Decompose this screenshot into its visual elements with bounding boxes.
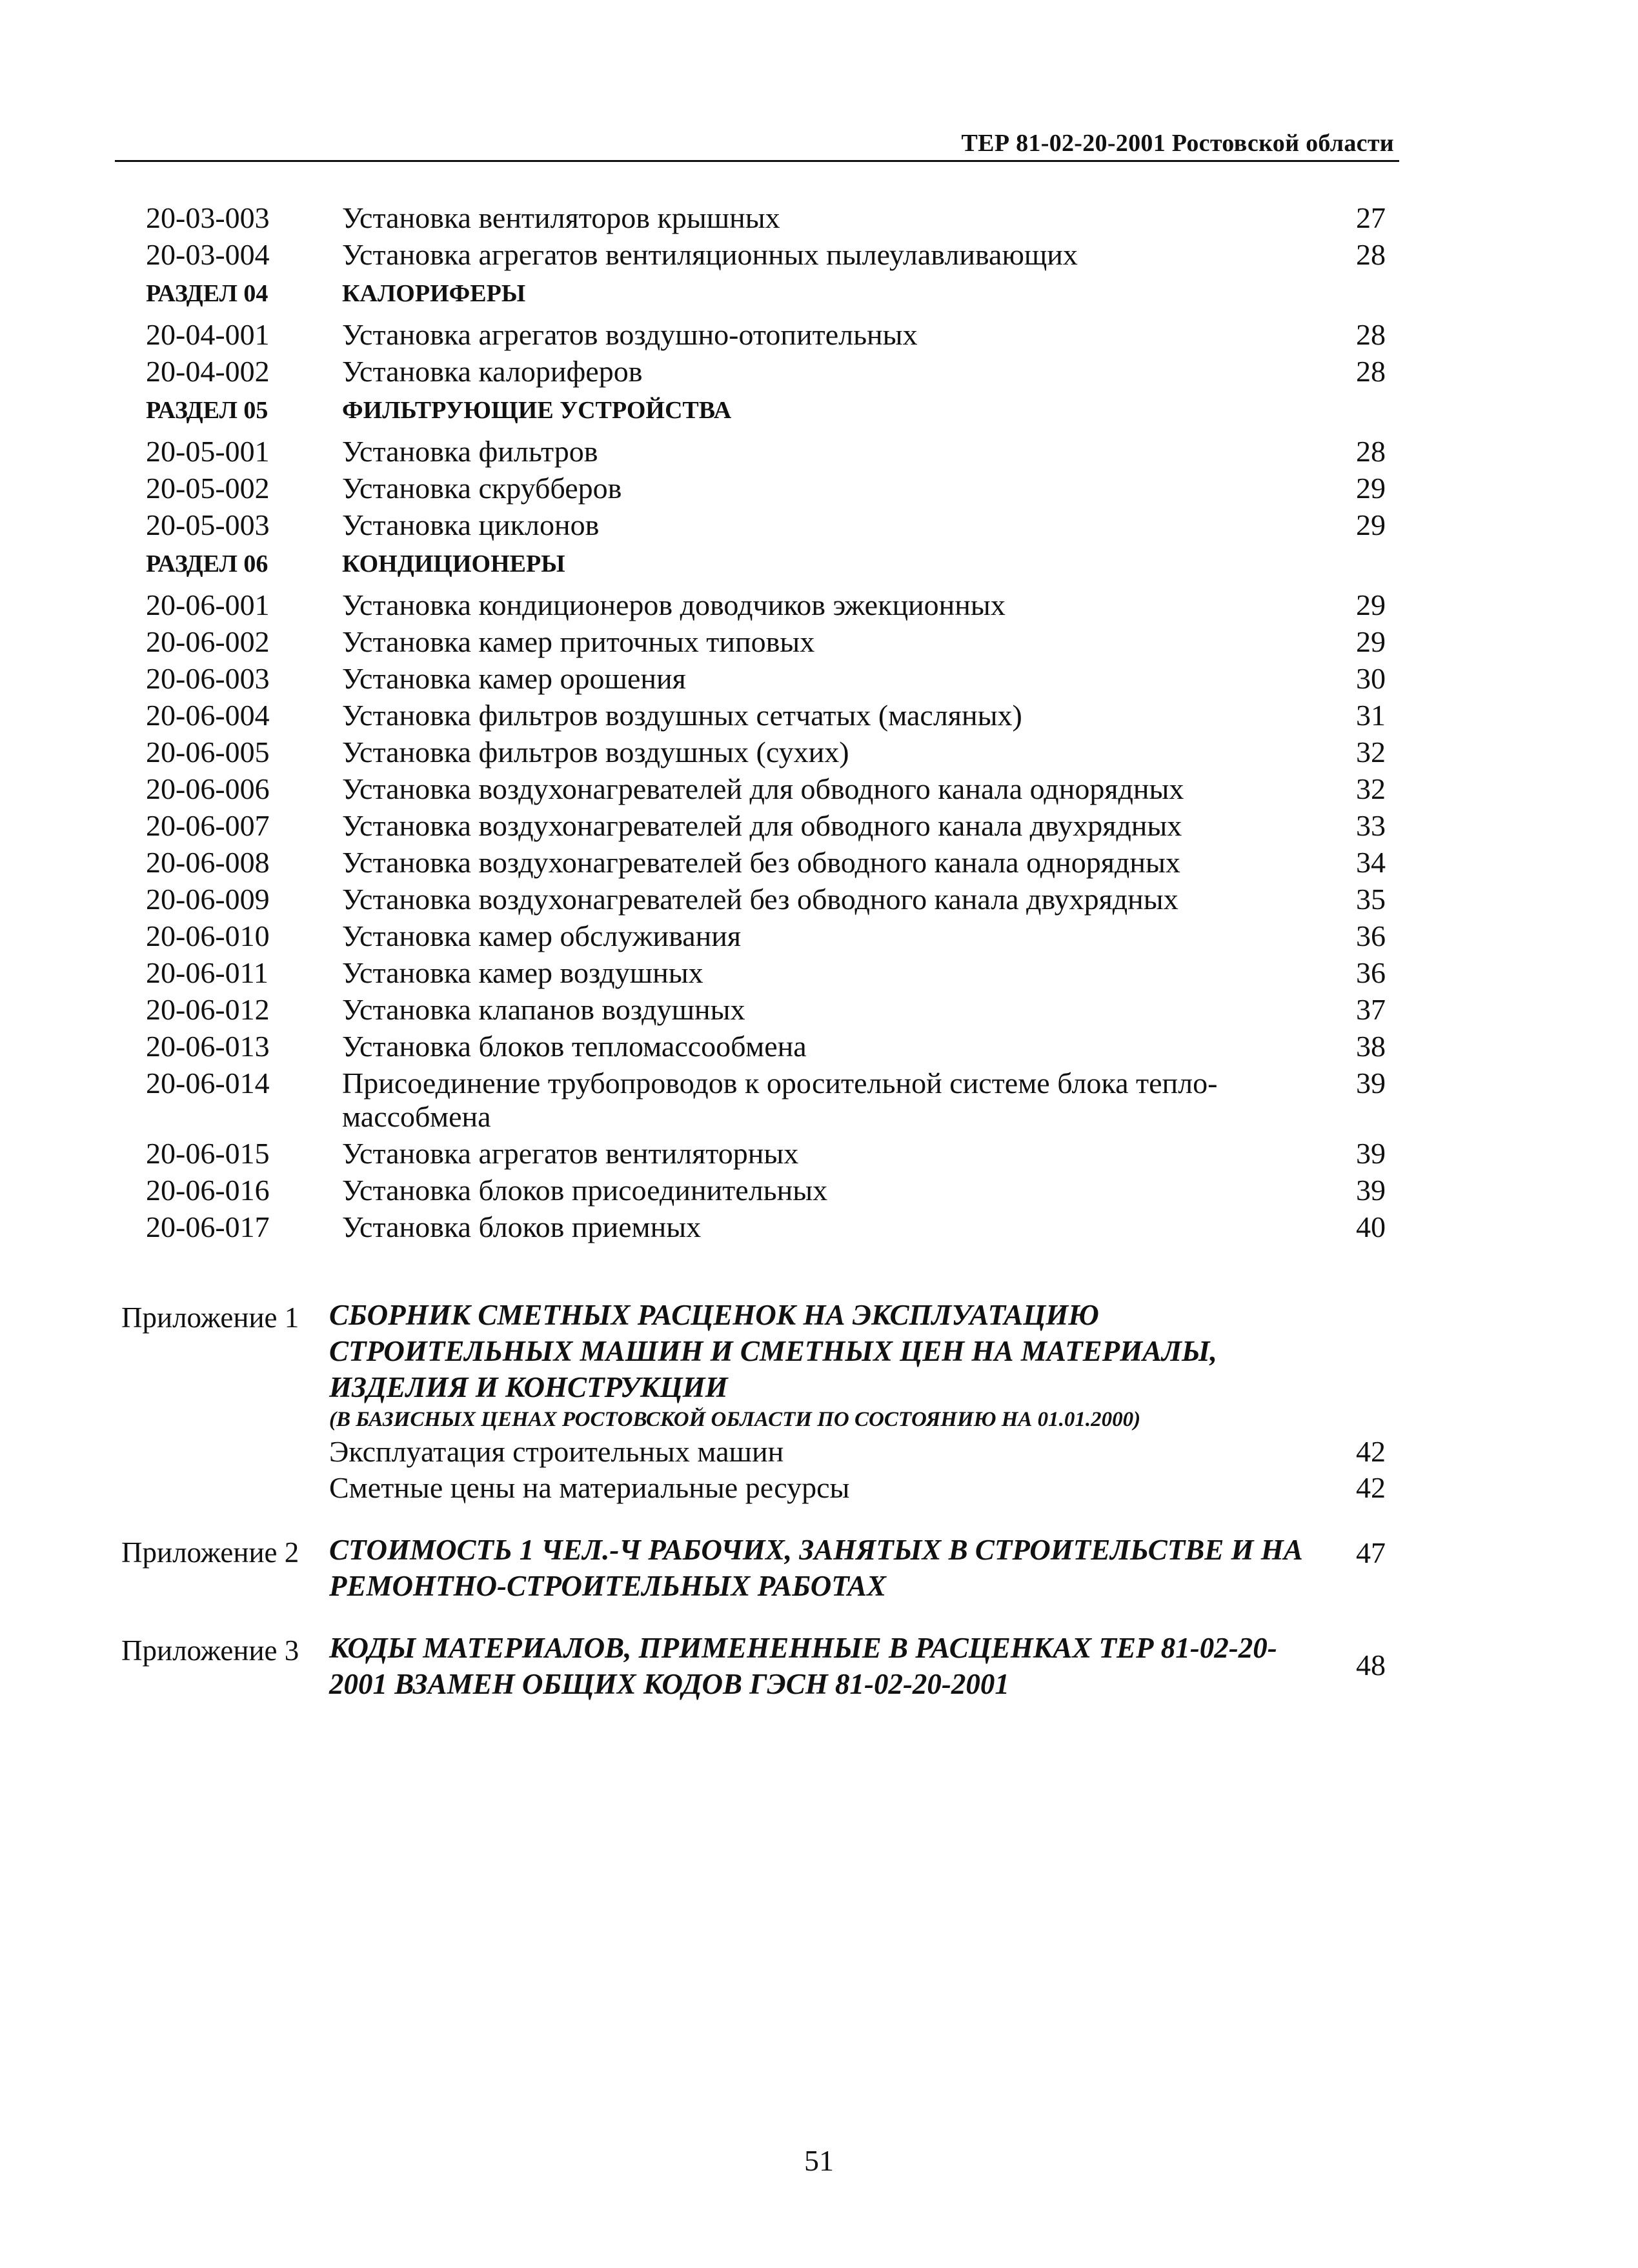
- entry-page: 37: [1356, 993, 1386, 1026]
- toc-entry: [0, 736, 1638, 769]
- entry-code: 20-06-003: [146, 662, 270, 695]
- toc-entry: [0, 238, 1638, 272]
- entry-title: Установка камер орошения: [342, 662, 686, 695]
- entry-page: 29: [1356, 508, 1386, 541]
- toc-entry: [0, 1174, 1638, 1207]
- appendix-line-page: 42: [1356, 1435, 1386, 1468]
- entry-code: 20-06-013: [146, 1030, 270, 1063]
- entry-page: 32: [1356, 772, 1386, 805]
- entry-code: 20-06-014: [146, 1067, 270, 1099]
- entry-title: Установка воздухонагревателей без обводного канала однорядных: [342, 846, 1180, 879]
- toc-entry: [0, 993, 1638, 1027]
- appendix-page: 48: [1356, 1649, 1386, 1681]
- entry-page: 28: [1356, 435, 1386, 468]
- section-code: РАЗДЕЛ 04: [146, 280, 268, 307]
- toc-entry: [0, 809, 1638, 843]
- entry-code: 20-04-002: [146, 355, 270, 388]
- entry-code: 20-05-001: [146, 435, 270, 468]
- entry-code: 20-03-004: [146, 238, 270, 271]
- section-title: ФИЛЬТРУЮЩИЕ УСТРОЙСТВА: [342, 397, 732, 424]
- entry-code: 20-06-010: [146, 919, 270, 952]
- entry-code: 20-06-012: [146, 993, 270, 1026]
- toc-entry: [0, 1067, 1638, 1134]
- entry-page: 40: [1356, 1210, 1386, 1243]
- toc-entry: [0, 472, 1638, 505]
- toc-entry: [0, 435, 1638, 468]
- entry-code: 20-06-008: [146, 846, 270, 879]
- toc-entry: [0, 699, 1638, 732]
- entry-code: 20-06-015: [146, 1137, 270, 1170]
- appendix-line: [329, 1470, 1386, 1506]
- entry-page: 33: [1356, 809, 1386, 842]
- entry-page: 28: [1356, 355, 1386, 388]
- entry-title: Установка фильтров воздушных (сухих): [342, 736, 849, 768]
- page-header: [115, 121, 1399, 162]
- appendix-body: [329, 1532, 1310, 1604]
- entry-code: 20-06-001: [146, 588, 270, 621]
- appendix-line-text: Сметные цены на материальные ресурсы: [329, 1471, 850, 1504]
- appendix-line: [329, 1434, 1386, 1470]
- entry-code: 20-05-002: [146, 472, 270, 505]
- entry-title: Установка фильтров воздушных сетчатых (масляных): [342, 699, 1022, 732]
- appendices-list: [0, 1297, 1638, 1728]
- entry-code: 20-03-003: [146, 201, 270, 234]
- appendix-body: [329, 1630, 1310, 1702]
- section-heading: [0, 394, 1638, 427]
- entry-page: 32: [1356, 736, 1386, 768]
- toc-entry: [0, 1137, 1638, 1170]
- section-code: РАЗДЕЛ 05: [146, 397, 268, 424]
- toc-entry: [0, 355, 1638, 388]
- entry-title: Установка агрегатов воздушно-отопительных: [342, 318, 918, 351]
- entry-page: 39: [1356, 1067, 1386, 1099]
- entry-page: 28: [1356, 318, 1386, 351]
- section-title: КОНДИЦИОНЕРЫ: [342, 550, 565, 577]
- entry-page: 35: [1356, 883, 1386, 916]
- toc-entry: [0, 588, 1638, 622]
- toc-entry: [0, 318, 1638, 352]
- appendix-label: Приложение 3: [121, 1634, 299, 1667]
- appendix-block: [0, 1630, 1638, 1702]
- entry-code: 20-06-011: [146, 956, 268, 989]
- entry-page: 39: [1356, 1137, 1386, 1170]
- entry-page: 29: [1356, 472, 1386, 505]
- appendix-block: [0, 1532, 1638, 1604]
- toc-entry: [0, 919, 1638, 953]
- entry-title: Установка скрубберов: [342, 472, 622, 505]
- toc-entry: [0, 846, 1638, 879]
- toc-entry: [0, 883, 1638, 916]
- entry-code: 20-06-016: [146, 1174, 270, 1207]
- appendix-page: 47: [1356, 1536, 1386, 1569]
- entry-title: Присоединение трубопроводов к оросительной системе блока тепло-массобмена: [342, 1067, 1218, 1133]
- section-heading: [0, 547, 1638, 581]
- entry-code: 20-06-004: [146, 699, 270, 732]
- entry-code: 20-05-003: [146, 508, 270, 541]
- section-heading: [0, 277, 1638, 310]
- entry-title: Установка калориферов: [342, 355, 643, 388]
- toc-entry: [0, 508, 1638, 542]
- appendix-line-page: 42: [1356, 1471, 1386, 1504]
- toc-entry: [0, 1030, 1638, 1063]
- toc-entry: [0, 1210, 1638, 1244]
- entry-page: 36: [1356, 956, 1386, 989]
- entry-code: 20-06-005: [146, 736, 270, 768]
- toc-entry: [0, 201, 1638, 235]
- entry-page: 39: [1356, 1174, 1386, 1207]
- entry-code: 20-06-006: [146, 772, 270, 805]
- entry-title: Установка блоков присоединительных: [342, 1174, 828, 1207]
- toc-entry: [0, 772, 1638, 806]
- entry-page: 38: [1356, 1030, 1386, 1063]
- entry-page: 30: [1356, 662, 1386, 695]
- entry-title: Установка фильтров: [342, 435, 598, 468]
- table-of-contents: [0, 201, 1638, 1247]
- page-number: 51: [804, 2144, 834, 2177]
- appendix-title: СБОРНИК СМЕТНЫХ РАСЦЕНОК НА ЭКСПЛУАТАЦИЮ СТРОИТЕЛЬНЫХ МАШИН И СМЕТНЫХ ЦЕН НА МАТЕРИАЛЫ, ИЗДЕЛИЯ И КОНСТРУКЦИИ: [329, 1299, 1217, 1403]
- entry-title: Установка камер приточных типовых: [342, 625, 815, 658]
- entry-code: 20-06-009: [146, 883, 270, 916]
- entry-title: Установка кондиционеров доводчиков эжекционных: [342, 588, 1006, 621]
- section-code: РАЗДЕЛ 06: [146, 550, 268, 577]
- entry-title: Установка циклонов: [342, 508, 600, 541]
- entry-page: 29: [1356, 625, 1386, 658]
- entry-page: 27: [1356, 201, 1386, 234]
- appendix-block: [0, 1297, 1638, 1506]
- toc-entry: [0, 662, 1638, 696]
- entry-title: Установка воздухонагревателей для обводного канала двухрядных: [342, 809, 1182, 842]
- header-title: ТЕР 81-02-20-2001 Ростовской области: [961, 130, 1394, 157]
- entry-title: Установка агрегатов вентиляторных: [342, 1137, 799, 1170]
- entry-code: 20-06-017: [146, 1210, 270, 1243]
- entry-title: Установка воздухонагревателей для обводного канала однорядных: [342, 772, 1184, 805]
- entry-title: Установка камер обслуживания: [342, 919, 742, 952]
- entry-page: 36: [1356, 919, 1386, 952]
- entry-title: Установка блоков приемных: [342, 1210, 702, 1243]
- appendix-title: СТОИМОСТЬ 1 ЧЕЛ.-Ч РАБОЧИХ, ЗАНЯТЫХ В СТРОИТЕЛЬСТВЕ И НА РЕМОНТНО-СТРОИТЕЛЬНЫХ РАБОТАХ: [329, 1534, 1303, 1602]
- appendix-subtitle: (В БАЗИСНЫХ ЦЕНАХ РОСТОВСКОЙ ОБЛАСТИ ПО СОСТОЯНИЮ НА 01.01.2000): [329, 1408, 1141, 1431]
- entry-title: Установка блоков тепломассообмена: [342, 1030, 807, 1063]
- entry-title: Установка вентиляторов крышных: [342, 201, 780, 234]
- entry-title: Установка камер воздушных: [342, 956, 703, 989]
- appendix-body: [329, 1297, 1386, 1506]
- entry-code: 20-06-007: [146, 809, 270, 842]
- toc-entry: [0, 625, 1638, 659]
- section-title: КАЛОРИФЕРЫ: [342, 280, 526, 307]
- entry-code: 20-06-002: [146, 625, 270, 658]
- entry-title: Установка клапанов воздушных: [342, 993, 745, 1026]
- appendix-label: Приложение 2: [121, 1536, 299, 1569]
- entry-title: Установка агрегатов вентиляционных пылеулавливающих: [342, 238, 1078, 271]
- entry-page: 28: [1356, 238, 1386, 271]
- toc-entry: [0, 956, 1638, 990]
- entry-code: 20-04-001: [146, 318, 270, 351]
- entry-page: 31: [1356, 699, 1386, 732]
- entry-page: 29: [1356, 588, 1386, 621]
- entry-title: Установка воздухонагревателей без обводного канала двухрядных: [342, 883, 1178, 916]
- appendix-title: КОДЫ МАТЕРИАЛОВ, ПРИМЕНЕННЫЕ В РАСЦЕНКАХ ТЕР 81-02-20-2001 ВЗАМЕН ОБЩИХ КОДОВ ГЭСН 81-02-20-2001: [329, 1632, 1277, 1700]
- appendix-line-text: Эксплуатация строительных машин: [329, 1435, 784, 1468]
- appendix-label: Приложение 1: [121, 1301, 299, 1334]
- entry-page: 34: [1356, 846, 1386, 879]
